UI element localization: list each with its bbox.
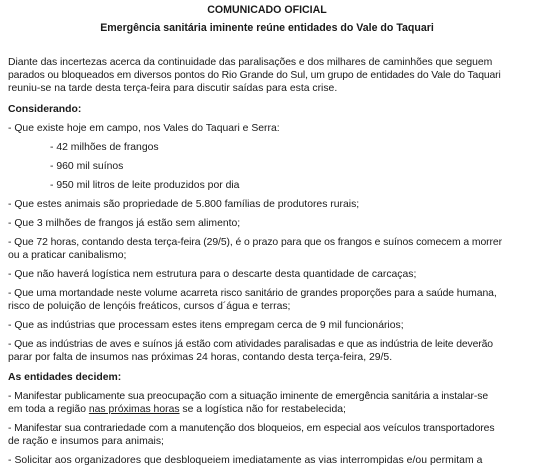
decision-item: - Manifestar publicamente sua preocupação com a situação iminente de emergência sanitária a instalar-se (8, 391, 489, 402)
underlined-emphasis: nas próximas horas (88, 404, 180, 415)
considerando-point: - Que uma mortandade neste volume acarreta risco sanitário de grandes proporções para a saúde humana, (8, 288, 497, 299)
decision-item: - Manifestar sua contrariedade com a manutenção dos bloqueios, em especial aos veículos transportadores (8, 423, 495, 434)
decision-item-cont (8, 403, 346, 416)
intro-line-3: reuniu-se na tarde desta terça-feira para discutir saídas para esta crise. (8, 83, 338, 94)
intro-line-1: Diante das incertezas acerca da continuidade das paralisações e dos milhares de caminhões que seguem (8, 57, 493, 68)
figure-item: - 950 mil litros de leite produzidos por dia (50, 180, 240, 191)
document-heading: COMUNICADO OFICIAL (207, 4, 327, 16)
considerando-point: - Que as indústrias de aves e suínos já estão com atividades paralisadas e que as indústria de leite deverão (8, 339, 493, 350)
figure-item: - 42 milhões de frangos (50, 142, 159, 153)
figure-item: - 960 mil suínos (50, 161, 124, 172)
decidem-heading: As entidades decidem: (8, 372, 122, 383)
decision-item-cont: de ração e insumos para animais; (8, 436, 164, 447)
decision-item: - Solicitar aos organizadores que desbloqueiem imediatamente as vias interrompidas e/ou permitam a (8, 455, 483, 466)
considerando-point: - Que estes animais são propriedade de 5.800 famílias de produtores rurais; (8, 199, 360, 210)
decision-text: se a logística não for restabelecida; (179, 404, 346, 415)
considerando-point: - Que 72 horas, contando desta terça-feira (29/5), é o prazo para que os frangos e suínos comecem a morrer (8, 237, 503, 248)
intro-line-2: parados ou bloqueados em diversos pontos do Rio Grande do Sul, um grupo de entidades do Vale do Taquari (8, 70, 501, 81)
considerando-point-cont: parar por falta de insumos nas próximas 24 horas, contando desta terça-feira, 29/5. (8, 352, 393, 363)
considerando-point: - Que não haverá logística nem estrutura para o descarte desta quantidade de carcaças; (8, 269, 417, 280)
document-subheading: Emergência sanitária iminente reúne entidades do Vale do Taquari (100, 22, 434, 34)
considerando-point-cont: ou a praticar canibalismo; (8, 250, 127, 261)
decision-text: em toda a região (8, 404, 89, 415)
considerando-point-cont: risco de poluição de lençóis freáticos, cursos d´água e terras; (8, 301, 291, 312)
considerando-item: - Que existe hoje em campo, nos Vales do Taquari e Serra: (8, 123, 280, 134)
considerando-point: - Que 3 milhões de frangos já estão sem alimento; (8, 218, 241, 229)
considerando-point: - Que as indústrias que processam estes itens empregam cerca de 9 mil funcionários; (8, 320, 404, 331)
considerando-heading: Considerando: (8, 104, 82, 115)
